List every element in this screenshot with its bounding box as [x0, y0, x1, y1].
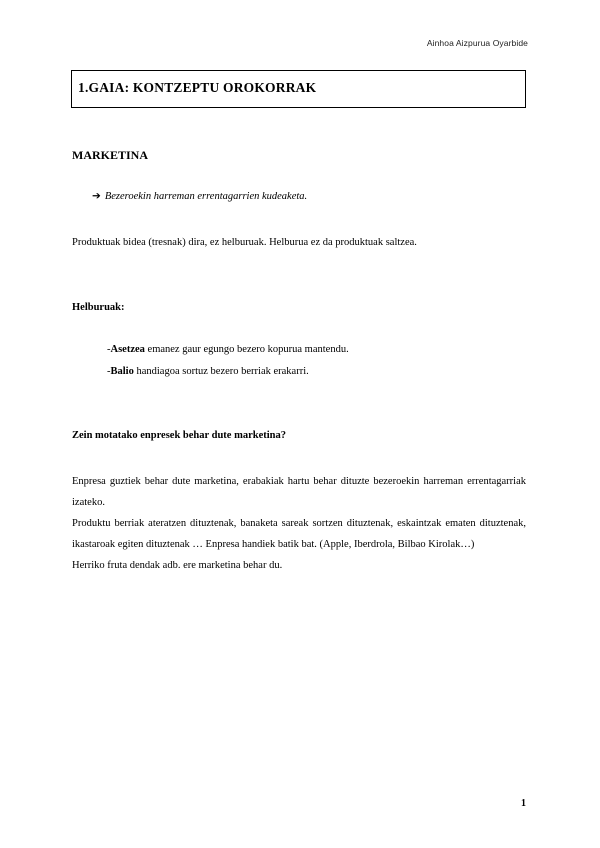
goal-keyword: Balio — [110, 366, 134, 377]
question-body — [72, 471, 526, 576]
body-paragraph: Herriko fruta dendak adb. ere marketina behar du. — [72, 560, 283, 571]
goal-item — [107, 344, 349, 355]
chapter-title-box — [71, 70, 526, 108]
section-title: MARKETINA — [72, 148, 149, 162]
definition-text: Bezeroekin harreman errentagarrien kudeaketa. — [104, 191, 308, 202]
body-paragraph: Enpresa guztiek behar dute marketina, erabakiak hartu behar dituzte bezeroekin harreman errentagarriak izateko. — [72, 476, 526, 508]
goals-title: Helburuak: — [72, 302, 125, 313]
goal-item — [107, 366, 309, 377]
body-paragraph: Produktu berriak ateratzen dituztenak, banaketa sareak sortzen dituztenak, eskaintzak ematen dituztenak, ikastaroak egiten dituztenak … Enpresa handiek batik bat. (Apple, Iberdrola, Bilbao Kirolak…) — [72, 518, 526, 550]
header-author: Ainhoa Aizpurua Oyarbide — [426, 38, 528, 48]
goal-text: handiagoa sortuz bezero berriak erakarri. — [133, 366, 309, 377]
page-number: 1 — [521, 798, 526, 809]
definition-line — [92, 190, 307, 202]
goal-keyword: Asetzea — [110, 344, 145, 355]
chapter-title: 1.GAIA: KONTZEPTU OROKORRAK — [78, 80, 317, 95]
question-title: Zein motatako enpresek behar dute marketina? — [72, 430, 286, 441]
goal-prefix: - — [107, 344, 111, 355]
goal-prefix: - — [107, 366, 111, 377]
goal-text: emanez gaur egungo bezero kopurua mantendu. — [144, 344, 349, 355]
intro-paragraph: Produktuak bidea (tresnak) dira, ez helburuak. Helburua ez da produktuak saltzea. — [72, 237, 417, 248]
arrow-icon: ➔ — [92, 191, 101, 202]
